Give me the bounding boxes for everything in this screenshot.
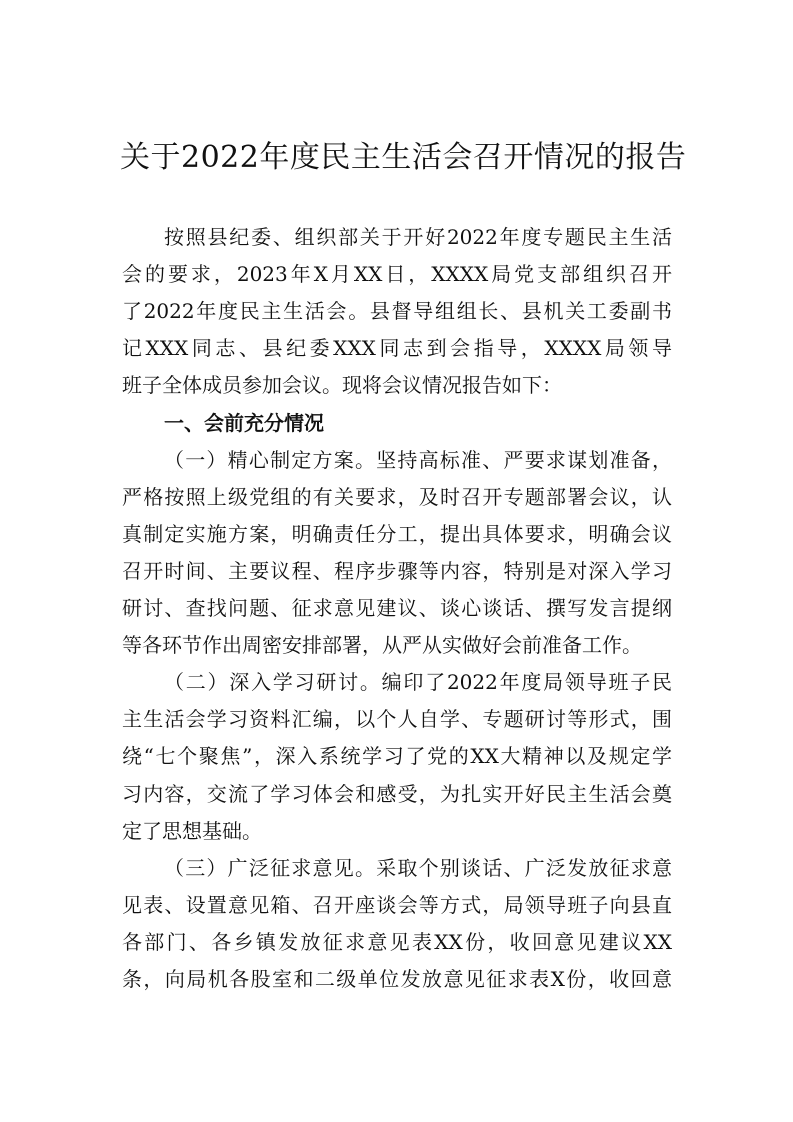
paragraph-line: 了2022年度民主生活会。县督导组组长、县机关工委副书 [122,299,672,323]
paragraph-line: （三）广泛征求意见。采取个别谈话、广泛发放征求意 [164,856,672,880]
section-heading: 一、会前充分情况 [164,411,324,435]
document-title: 关于2022年度民主生活会召开情况的报告 [120,140,687,175]
paragraph-line: 等各环节作出周密安排部署，从严从实做好会前准备工作。 [122,633,642,657]
paragraph-line: 习内容，交流了学习体会和感受，为扎实开好民主生活会奠 [122,782,672,806]
paragraph-line: 见表、设置意见箱、召开座谈会等方式，局领导班子向县直 [122,893,672,917]
paragraph-line: 真制定实施方案，明确责任分工，提出具体要求，明确会议 [122,522,672,546]
paragraph-line: （二）深入学习研讨。编印了2022年度局领导班子民 [164,670,672,694]
paragraph-line: 班子全体成员参加会议。现将会议情况报告如下： [122,373,562,397]
paragraph-line: 记XXX同志、县纪委XXX同志到会指导，XXXX局领导 [122,336,672,360]
paragraph-line: 条，向局机各股室和二级单位发放意见征求表X份，收回意 [122,967,672,991]
paragraph-line: 按照县纪委、组织部关于开好2022年度专题民主生活 [164,225,672,249]
paragraph-line: （一）精心制定方案。坚持高标准、严要求谋划准备， [164,448,672,472]
paragraph-line: 主生活会学习资料汇编，以个人自学、专题研讨等形式，围 [122,707,672,731]
paragraph-line: 绕“七个聚焦”，深入系统学习了党的XX大精神以及规定学 [122,744,672,768]
paragraph-line: 各部门、各乡镇发放征求意见表XX份，收回意见建议XX [122,930,672,954]
paragraph-line: 召开时间、主要议程、程序步骤等内容，特别是对深入学习 [122,559,672,583]
paragraph-line: 会的要求，2023年X月XX日，XXXX局党支部组织召开 [122,262,672,286]
paragraph-line: 定了思想基础。 [122,819,262,843]
paragraph-line: 严格按照上级党组的有关要求，及时召开专题部署会议，认 [122,485,672,509]
paragraph-line: 研讨、查找问题、征求意见建议、谈心谈话、撰写发言提纲 [122,596,672,620]
